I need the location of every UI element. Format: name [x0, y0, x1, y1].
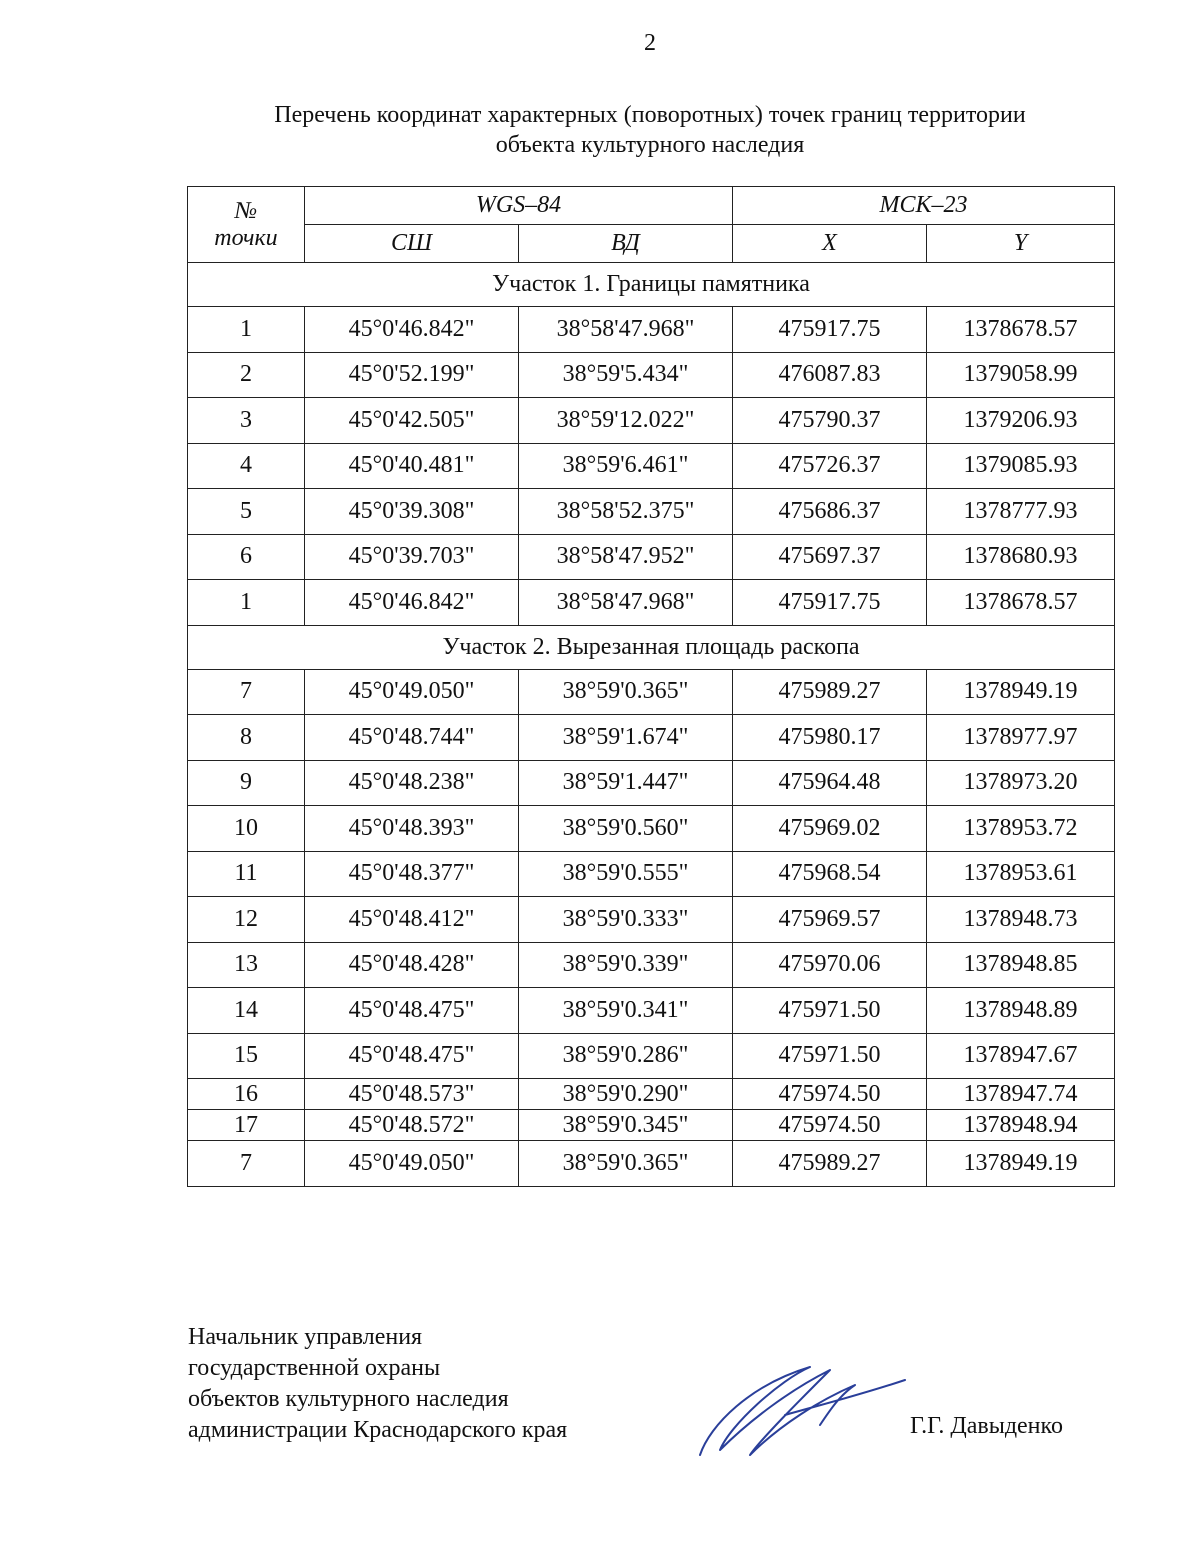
- latitude-cell: 45°0'42.505": [305, 398, 519, 444]
- longitude-cell: 38°59'0.341": [519, 988, 733, 1034]
- handwritten-signature: [690, 1355, 910, 1465]
- table-row: [188, 307, 1115, 353]
- y-coordinate-cell: 1378949.19: [927, 669, 1115, 715]
- point-number-cell: 8: [188, 715, 305, 761]
- title-line-2: объекта культурного наследия: [495, 132, 805, 158]
- y-coordinate-cell: 1378973.20: [927, 760, 1115, 806]
- point-number-cell: 5: [188, 489, 305, 535]
- longitude-cell: 38°58'47.968": [519, 580, 733, 626]
- latitude-cell: 45°0'48.412": [305, 897, 519, 943]
- x-coordinate-cell: 475971.50: [733, 1033, 927, 1079]
- table-body: [188, 263, 1115, 1187]
- position-line: Начальник управления: [188, 1324, 423, 1350]
- y-coordinate-cell: 1378953.61: [927, 851, 1115, 897]
- y-coordinate-cell: 1378947.67: [927, 1033, 1115, 1079]
- x-coordinate-cell: 475726.37: [733, 443, 927, 489]
- point-number-cell: 13: [188, 942, 305, 988]
- y-coordinate-cell: 1378949.19: [927, 1141, 1115, 1187]
- latitude-cell: 45°0'48.393": [305, 806, 519, 852]
- longitude-cell: 38°59'0.365": [519, 669, 733, 715]
- point-number-cell: 9: [188, 760, 305, 806]
- latitude-cell: 45°0'39.703": [305, 534, 519, 580]
- page-number: 2: [644, 30, 656, 56]
- y-coordinate-cell: 1378680.93: [927, 534, 1115, 580]
- header-wgs84: WGS–84: [305, 187, 733, 225]
- y-coordinate-cell: 1378948.89: [927, 988, 1115, 1034]
- table-row: [188, 398, 1115, 444]
- position-line: администрации Краснодарского края: [188, 1417, 568, 1443]
- table-row: [188, 760, 1115, 806]
- x-coordinate-cell: 475974.50: [733, 1079, 927, 1110]
- x-coordinate-cell: 475969.57: [733, 897, 927, 943]
- point-number-cell: 11: [188, 851, 305, 897]
- signatory-position: [188, 1322, 567, 1446]
- longitude-cell: 38°59'0.286": [519, 1033, 733, 1079]
- longitude-cell: 38°59'5.434": [519, 352, 733, 398]
- header-latitude: СШ: [305, 225, 519, 263]
- table-row: [188, 988, 1115, 1034]
- point-number-cell: 3: [188, 398, 305, 444]
- table-row: [188, 352, 1115, 398]
- point-number-cell: 7: [188, 669, 305, 715]
- longitude-cell: 38°59'0.345": [519, 1110, 733, 1141]
- table-row: [188, 534, 1115, 580]
- x-coordinate-cell: 475980.17: [733, 715, 927, 761]
- position-line: объектов культурного наследия: [188, 1386, 509, 1412]
- longitude-cell: 38°58'47.968": [519, 307, 733, 353]
- title-line-1: Перечень координат характерных (поворотных) точек границ территории: [274, 102, 1026, 128]
- table-header: [188, 187, 1115, 263]
- x-coordinate-cell: 475969.02: [733, 806, 927, 852]
- latitude-cell: 45°0'39.308": [305, 489, 519, 535]
- latitude-cell: 45°0'48.238": [305, 760, 519, 806]
- longitude-cell: 38°59'0.555": [519, 851, 733, 897]
- y-coordinate-cell: 1378678.57: [927, 580, 1115, 626]
- header-msk23: МСК–23: [733, 187, 1115, 225]
- x-coordinate-cell: 475790.37: [733, 398, 927, 444]
- table-row: [188, 443, 1115, 489]
- longitude-cell: 38°59'0.290": [519, 1079, 733, 1110]
- longitude-cell: 38°58'52.375": [519, 489, 733, 535]
- point-number-cell: 6: [188, 534, 305, 580]
- latitude-cell: 45°0'48.377": [305, 851, 519, 897]
- point-number-cell: 14: [188, 988, 305, 1034]
- header-x: X: [733, 225, 927, 263]
- x-coordinate-cell: 475964.48: [733, 760, 927, 806]
- coordinates-table: [187, 186, 1115, 1187]
- longitude-cell: 38°59'0.333": [519, 897, 733, 943]
- table-row: [188, 580, 1115, 626]
- latitude-cell: 45°0'48.744": [305, 715, 519, 761]
- point-number-cell: 1: [188, 307, 305, 353]
- latitude-cell: 45°0'48.572": [305, 1110, 519, 1141]
- section-row: [188, 263, 1115, 307]
- longitude-cell: 38°59'1.674": [519, 715, 733, 761]
- point-number-cell: 17: [188, 1110, 305, 1141]
- y-coordinate-cell: 1379058.99: [927, 352, 1115, 398]
- table-row: [188, 669, 1115, 715]
- point-number-cell: 10: [188, 806, 305, 852]
- header-point-label: точки: [188, 225, 305, 263]
- signer-name: Г.Г. Давыденко: [910, 1413, 1063, 1439]
- position-line: государственной охраны: [188, 1355, 441, 1381]
- x-coordinate-cell: 475970.06: [733, 942, 927, 988]
- y-coordinate-cell: 1378678.57: [927, 307, 1115, 353]
- table-row: [188, 489, 1115, 535]
- header-y: Y: [927, 225, 1115, 263]
- x-coordinate-cell: 475971.50: [733, 988, 927, 1034]
- latitude-cell: 45°0'46.842": [305, 580, 519, 626]
- table-row: [188, 1141, 1115, 1187]
- y-coordinate-cell: 1379085.93: [927, 443, 1115, 489]
- point-number-cell: 12: [188, 897, 305, 943]
- y-coordinate-cell: 1378948.73: [927, 897, 1115, 943]
- latitude-cell: 45°0'48.475": [305, 988, 519, 1034]
- y-coordinate-cell: 1378947.74: [927, 1079, 1115, 1110]
- y-coordinate-cell: 1378948.94: [927, 1110, 1115, 1141]
- point-number-cell: 2: [188, 352, 305, 398]
- table-row: [188, 806, 1115, 852]
- x-coordinate-cell: 475697.37: [733, 534, 927, 580]
- point-number-cell: 1: [188, 580, 305, 626]
- latitude-cell: 45°0'46.842": [305, 307, 519, 353]
- longitude-cell: 38°59'0.365": [519, 1141, 733, 1187]
- table-row: [188, 715, 1115, 761]
- x-coordinate-cell: 476087.83: [733, 352, 927, 398]
- longitude-cell: 38°59'0.339": [519, 942, 733, 988]
- table-row: [188, 1110, 1115, 1141]
- document-title: [190, 100, 1110, 160]
- latitude-cell: 45°0'48.573": [305, 1079, 519, 1110]
- point-number-cell: 4: [188, 443, 305, 489]
- latitude-cell: 45°0'52.199": [305, 352, 519, 398]
- latitude-cell: 45°0'48.428": [305, 942, 519, 988]
- table-row: [188, 851, 1115, 897]
- section-row: [188, 625, 1115, 669]
- x-coordinate-cell: 475989.27: [733, 1141, 927, 1187]
- table-row: [188, 897, 1115, 943]
- longitude-cell: 38°59'0.560": [519, 806, 733, 852]
- longitude-cell: 38°59'6.461": [519, 443, 733, 489]
- y-coordinate-cell: 1378948.85: [927, 942, 1115, 988]
- y-coordinate-cell: 1378777.93: [927, 489, 1115, 535]
- point-number-cell: 15: [188, 1033, 305, 1079]
- x-coordinate-cell: 475989.27: [733, 669, 927, 715]
- y-coordinate-cell: 1379206.93: [927, 398, 1115, 444]
- x-coordinate-cell: 475686.37: [733, 489, 927, 535]
- section-title: Участок 2. Вырезанная площадь раскопа: [188, 625, 1115, 669]
- header-longitude: ВД: [519, 225, 733, 263]
- header-number-label: №: [188, 187, 305, 225]
- latitude-cell: 45°0'40.481": [305, 443, 519, 489]
- table-row: [188, 942, 1115, 988]
- x-coordinate-cell: 475917.75: [733, 580, 927, 626]
- longitude-cell: 38°59'1.447": [519, 760, 733, 806]
- longitude-cell: 38°59'12.022": [519, 398, 733, 444]
- point-number-cell: 7: [188, 1141, 305, 1187]
- point-number-cell: 16: [188, 1079, 305, 1110]
- section-title: Участок 1. Границы памятника: [188, 263, 1115, 307]
- y-coordinate-cell: 1378977.97: [927, 715, 1115, 761]
- longitude-cell: 38°58'47.952": [519, 534, 733, 580]
- table-row: [188, 1033, 1115, 1079]
- latitude-cell: 45°0'48.475": [305, 1033, 519, 1079]
- y-coordinate-cell: 1378953.72: [927, 806, 1115, 852]
- x-coordinate-cell: 475974.50: [733, 1110, 927, 1141]
- latitude-cell: 45°0'49.050": [305, 1141, 519, 1187]
- x-coordinate-cell: 475968.54: [733, 851, 927, 897]
- table-row: [188, 1079, 1115, 1110]
- x-coordinate-cell: 475917.75: [733, 307, 927, 353]
- latitude-cell: 45°0'49.050": [305, 669, 519, 715]
